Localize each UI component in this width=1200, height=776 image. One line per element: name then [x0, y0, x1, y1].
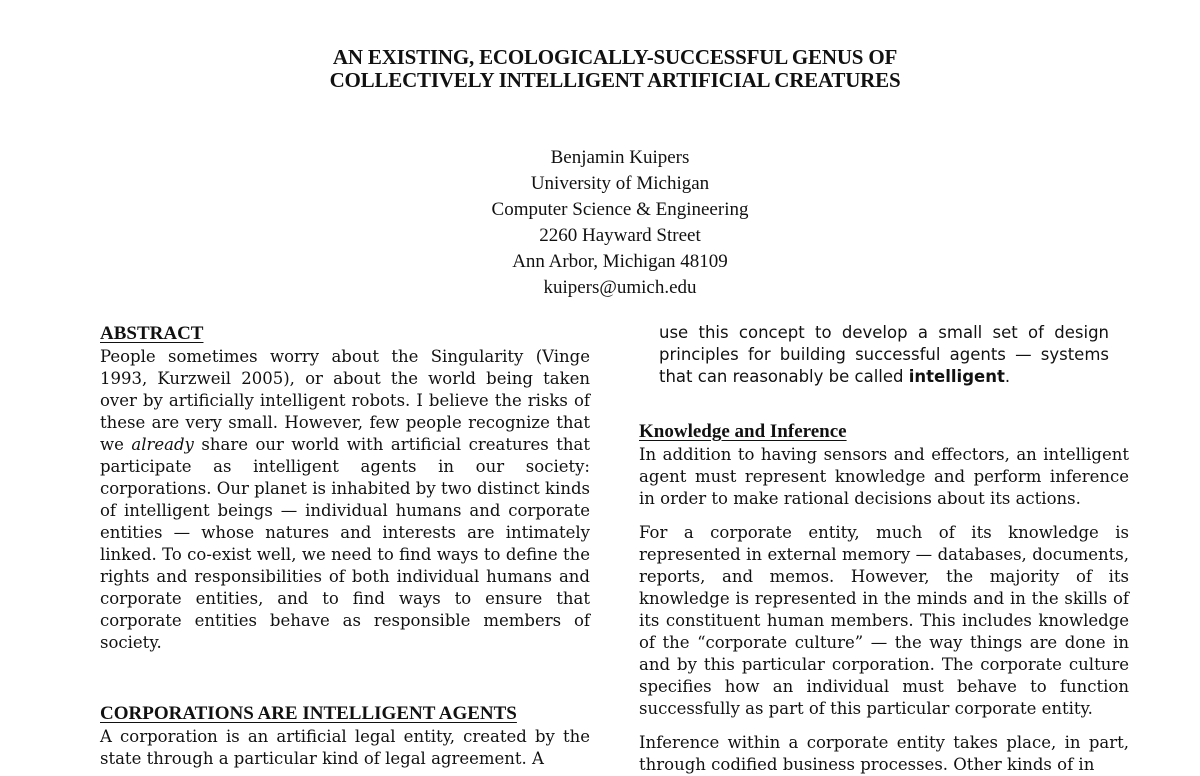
abstract-heading: ABSTRACT — [100, 323, 204, 344]
author-city: Ann Arbor, Michigan 48109 — [512, 251, 728, 272]
abstract-text-b: share our world with artificial creatures that participate as intelligent agents in our society: corporations. Our planet is inhabited by two distinct kinds of intelligent beings — individual humans and corporate entities — whose natures and interests are intimately linked. To co-exist well, we need to find ways to define the rights and responsibilities of both individual humans and corporate entities, and to find ways to ensure that corporate entities behave as responsible members of society. — [100, 435, 590, 652]
right-column — [639, 322, 1129, 776]
section-heading-knowledge: Knowledge and Inference — [639, 421, 847, 442]
author-block — [0, 145, 1200, 301]
knowledge-paragraph-3: Inference within a corporate entity takes place, in part, through codified business processes. Other kinds of in — [639, 733, 1129, 774]
knowledge-paragraph-1: In addition to having sensors and effectors, an intelligent agent must represent knowledge and perform inference in order to make rational decisions about its actions. — [639, 445, 1129, 508]
intro-text-b: . — [1004, 367, 1011, 386]
author-department: Computer Science & Engineering — [491, 199, 749, 220]
author-street: 2260 Hayward Street — [539, 225, 701, 246]
title-line-1: AN EXISTING, ECOLOGICALLY-SUCCESSFUL GENUS OF — [332, 45, 898, 69]
left-column — [100, 322, 590, 770]
author-affiliation: University of Michigan — [530, 173, 710, 194]
intro-bold-term: intelligent — [908, 367, 1005, 386]
abstract-text-a: People sometimes worry about the Singularity (Vinge 1993, Kurzweil 2005), or about the world being taken over by artificially intelligent robots. I believe the risks of these are very small. However, few people recognize that we — [100, 347, 590, 454]
abstract-emphasis: already — [131, 435, 194, 454]
knowledge-paragraph-2: For a corporate entity, much of its knowledge is represented in external memory — databases, documents, reports, and memos. However, the majority of its knowledge is represented in the minds and in the skills of its constituent human members. This includes knowledge of the “corporate culture” — the way things are done in and by this particular corporation. The corporate culture specifies how an individual must behave to function successfully as part of this particular corporate entity. — [639, 523, 1129, 718]
title-line-2: COLLECTIVELY INTELLIGENT ARTIFICIAL CREATURES — [329, 68, 901, 92]
author-email: kuipers@umich.edu — [543, 277, 697, 298]
section-heading-corporations: CORPORATIONS ARE INTELLIGENT AGENTS — [100, 703, 517, 724]
author-name: Benjamin Kuipers — [550, 147, 690, 168]
paper-title — [0, 46, 1200, 92]
intro-text-a: use this concept to develop a small set of design principles for building successful agents — systems that can reasonably be called — [659, 323, 1109, 386]
section-corporations-text: A corporation is an artificial legal entity, created by the state through a particular kind of legal agreement. A — [100, 727, 590, 768]
abstract-text — [100, 346, 590, 654]
intro-continuation — [639, 322, 1129, 388]
